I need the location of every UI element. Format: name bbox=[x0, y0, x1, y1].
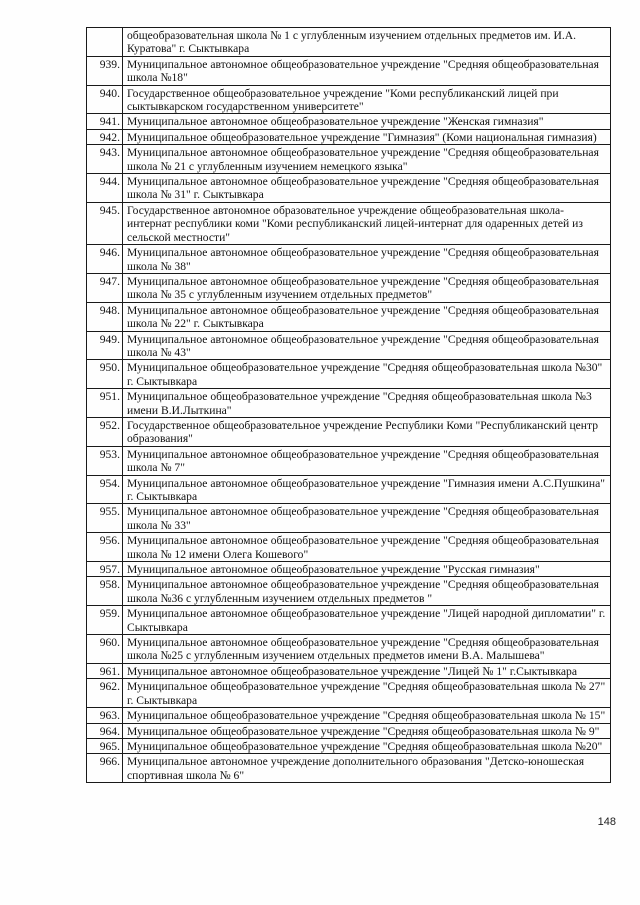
table-row bbox=[87, 754, 611, 783]
table-row bbox=[87, 606, 611, 635]
institution-name: Муниципальное автономное общеобразовательное учреждение "Средняя общеобразовательная школа № 38" bbox=[123, 245, 611, 274]
institutions-table-body bbox=[87, 28, 611, 783]
table-row bbox=[87, 723, 611, 738]
row-number: 947. bbox=[87, 273, 123, 302]
row-number: 940. bbox=[87, 85, 123, 114]
row-number: 943. bbox=[87, 145, 123, 174]
table-row bbox=[87, 202, 611, 244]
page-number: 148 bbox=[597, 816, 616, 828]
row-number: 946. bbox=[87, 245, 123, 274]
institution-name: Муниципальное автономное общеобразовательное учреждение "Средняя общеобразовательная школа № 7" bbox=[123, 446, 611, 475]
institution-name: общеобразовательная школа № 1 с углубленным изучением отдельных предметов им. И.А. Куратова" г. Сыктывкара bbox=[123, 28, 611, 57]
table-row bbox=[87, 114, 611, 129]
table-row bbox=[87, 245, 611, 274]
table-row bbox=[87, 389, 611, 418]
row-number: 953. bbox=[87, 446, 123, 475]
institution-name: Муниципальное автономное общеобразовательное учреждение "Средняя общеобразовательная школа №36 с углубленным изучением отдельных предметов " bbox=[123, 577, 611, 606]
table-row bbox=[87, 446, 611, 475]
table-row bbox=[87, 129, 611, 144]
institution-name: Муниципальное автономное общеобразовательное учреждение "Женская гимназия" bbox=[123, 114, 611, 129]
table-row bbox=[87, 635, 611, 664]
institution-name: Муниципальное общеобразовательное учреждение "Средняя общеобразовательная школа № 9" bbox=[123, 723, 611, 738]
row-number: 950. bbox=[87, 360, 123, 389]
institution-name: Муниципальное общеобразовательное учреждение "Средняя общеобразовательная школа №20" bbox=[123, 738, 611, 753]
institution-name: Муниципальное автономное общеобразовательное учреждение "Средняя общеобразовательная школа № 21 с углубленным изучением немецкого языка" bbox=[123, 145, 611, 174]
table-row bbox=[87, 174, 611, 203]
table-row bbox=[87, 417, 611, 446]
institution-name: Муниципальное общеобразовательное учреждение "Средняя общеобразовательная школа №30" г. Сыктывкара bbox=[123, 360, 611, 389]
row-number: 964. bbox=[87, 723, 123, 738]
row-number: 945. bbox=[87, 202, 123, 244]
institution-name: Муниципальное автономное общеобразовательное учреждение "Средняя общеобразовательная школа № 31" г. Сыктывкара bbox=[123, 174, 611, 203]
table-row bbox=[87, 273, 611, 302]
institution-name: Муниципальное автономное общеобразовательное учреждение "Лицей № 1" г.Сыктывкара bbox=[123, 663, 611, 678]
row-number: 958. bbox=[87, 577, 123, 606]
table-row bbox=[87, 56, 611, 85]
table-row bbox=[87, 679, 611, 708]
table-row bbox=[87, 145, 611, 174]
institution-name: Муниципальное автономное общеобразовательное учреждение "Лицей народной дипломатии" г. Сыктывкара bbox=[123, 606, 611, 635]
institution-name: Муниципальное автономное общеобразовательное учреждение "Русская гимназия" bbox=[123, 562, 611, 577]
institution-name: Государственное автономное образовательное учреждение общеобразовательная школа-интернат республики коми "Коми республиканский лицей-интернат для одаренных детей из сельской местности" bbox=[123, 202, 611, 244]
institution-name: Государственное общеобразовательное учреждение Республики Коми "Республиканский центр образования" bbox=[123, 417, 611, 446]
row-number: 955. bbox=[87, 504, 123, 533]
row-number: 939. bbox=[87, 56, 123, 85]
table-row bbox=[87, 28, 611, 57]
row-number: 956. bbox=[87, 533, 123, 562]
table-row bbox=[87, 85, 611, 114]
row-number: 963. bbox=[87, 708, 123, 723]
institution-name: Муниципальное общеобразовательное учреждение "Средняя общеобразовательная школа №3 имени В.И.Лыткина" bbox=[123, 389, 611, 418]
row-number: 965. bbox=[87, 738, 123, 753]
institution-name: Муниципальное автономное общеобразовательное учреждение "Средняя общеобразовательная школа № 35 с углубленным изучением отдельных предметов" bbox=[123, 273, 611, 302]
table-row bbox=[87, 663, 611, 678]
row-number: 951. bbox=[87, 389, 123, 418]
institution-name: Муниципальное общеобразовательное учреждение "Средняя общеобразовательная школа № 27" г. Сыктывкара bbox=[123, 679, 611, 708]
table-row bbox=[87, 562, 611, 577]
row-number: 948. bbox=[87, 302, 123, 331]
institution-name: Муниципальное общеобразовательное учреждение "Гимназия" (Коми национальная гимназия) bbox=[123, 129, 611, 144]
row-number: 941. bbox=[87, 114, 123, 129]
institution-name: Муниципальное автономное общеобразовательное учреждение "Средняя общеобразовательная школа № 22" г. Сыктывкара bbox=[123, 302, 611, 331]
institutions-table bbox=[86, 27, 611, 783]
table-row bbox=[87, 708, 611, 723]
institution-name: Муниципальное автономное общеобразовательное учреждение "Средняя общеобразовательная школа № 33" bbox=[123, 504, 611, 533]
row-number: 957. bbox=[87, 562, 123, 577]
institution-name: Муниципальное автономное учреждение дополнительного образования "Детско-юношеская спортивная школа № 6" bbox=[123, 754, 611, 783]
row-number bbox=[87, 28, 123, 57]
table-row bbox=[87, 504, 611, 533]
row-number: 960. bbox=[87, 635, 123, 664]
institution-name: Муниципальное автономное общеобразовательное учреждение "Гимназия имени А.С.Пушкина" г. Сыктывкара bbox=[123, 475, 611, 504]
table-row bbox=[87, 738, 611, 753]
table-row bbox=[87, 331, 611, 360]
row-number: 966. bbox=[87, 754, 123, 783]
table-row bbox=[87, 302, 611, 331]
institution-name: Муниципальное автономное общеобразовательное учреждение "Средняя общеобразовательная школа №18" bbox=[123, 56, 611, 85]
row-number: 959. bbox=[87, 606, 123, 635]
table-row bbox=[87, 533, 611, 562]
row-number: 962. bbox=[87, 679, 123, 708]
table-row bbox=[87, 475, 611, 504]
institution-name: Муниципальное автономное общеобразовательное учреждение "Средняя общеобразовательная школа №25 с углубленным изучением отдельных предметов имени В.А. Малышева" bbox=[123, 635, 611, 664]
institution-name: Государственное общеобразовательное учреждение "Коми республиканский лицей при сыктывкарском государственном университете" bbox=[123, 85, 611, 114]
row-number: 944. bbox=[87, 174, 123, 203]
row-number: 942. bbox=[87, 129, 123, 144]
table-row bbox=[87, 360, 611, 389]
table-row bbox=[87, 577, 611, 606]
row-number: 954. bbox=[87, 475, 123, 504]
row-number: 961. bbox=[87, 663, 123, 678]
institution-name: Муниципальное общеобразовательное учреждение "Средняя общеобразовательная школа № 15" bbox=[123, 708, 611, 723]
row-number: 952. bbox=[87, 417, 123, 446]
institution-name: Муниципальное автономное общеобразовательное учреждение "Средняя общеобразовательная школа № 43" bbox=[123, 331, 611, 360]
row-number: 949. bbox=[87, 331, 123, 360]
institution-name: Муниципальное автономное общеобразовательное учреждение "Средняя общеобразовательная школа № 12 имени Олега Кошевого" bbox=[123, 533, 611, 562]
